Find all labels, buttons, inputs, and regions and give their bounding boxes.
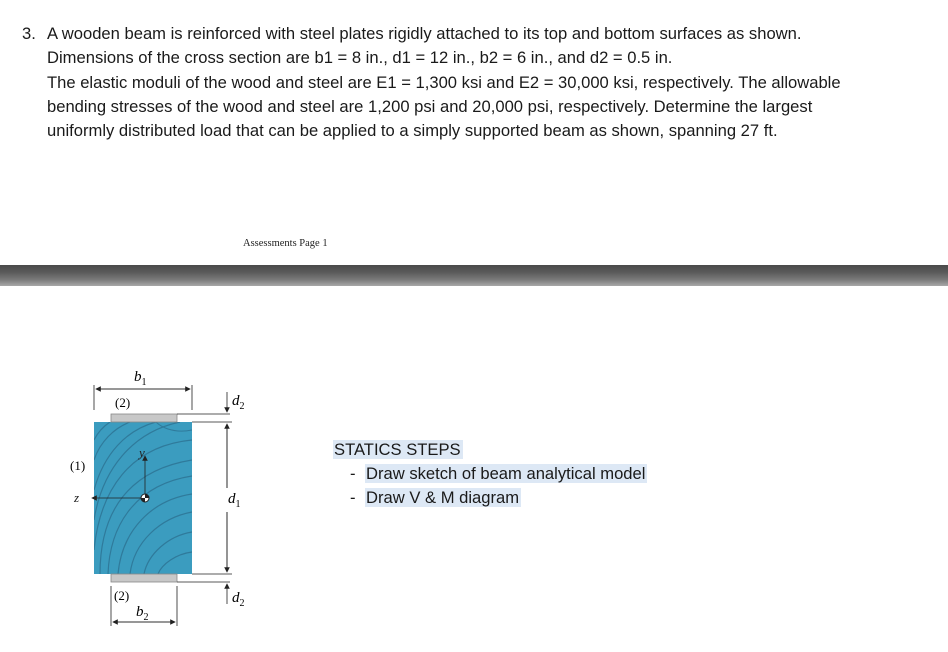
beam-cross-section-figure <box>60 360 290 630</box>
plate-top-label: (2) <box>115 395 131 410</box>
b2-label: $b_2$ <box>136 604 149 623</box>
statics-steps <box>333 438 647 510</box>
statics-step-item: - Draw V & M diagram <box>350 488 520 507</box>
wood-label: (1) <box>70 458 86 473</box>
b1-label: $b_1$ <box>134 369 147 388</box>
statics-step-item: - Draw sketch of beam analytical model <box>350 464 646 483</box>
page-break-bar <box>0 265 948 286</box>
steel-plate-top <box>111 414 177 422</box>
y-axis-label: y <box>139 445 145 460</box>
problem-number: 3. <box>22 24 36 43</box>
problem-line: uniformly distributed load that can be applied to a simply supported beam as shown, spanning 27 ft. <box>47 121 778 141</box>
page-footer-label: Assessments Page 1 <box>243 238 328 249</box>
d2-bottom-label: $d_2$ <box>232 590 245 609</box>
problem-line: bending stresses of the wood and steel are 1,200 psi and 20,000 psi, respectively. Determine the largest <box>47 96 813 116</box>
z-axis-label: z <box>74 490 80 505</box>
problem-line: Dimensions of the cross section are b1 = 8 in., d1 = 12 in., b2 = 6 in., and d2 = 0.5 in. <box>47 48 673 68</box>
statics-title: STATICS STEPS <box>334 440 461 459</box>
steel-plate-bottom <box>111 574 177 582</box>
d2-top-label: $d_2$ <box>232 393 245 412</box>
problem-statement <box>22 22 922 143</box>
d1-label: $d_1$ <box>228 491 241 510</box>
problem-line: The elastic moduli of the wood and steel are E1 = 1,300 ksi and E2 = 30,000 ksi, respectively. The allowable <box>47 72 841 92</box>
problem-line: A wooden beam is reinforced with steel plates rigidly attached to its top and bottom surfaces as shown. <box>47 24 802 43</box>
plate-bottom-label: (2) <box>114 588 130 603</box>
